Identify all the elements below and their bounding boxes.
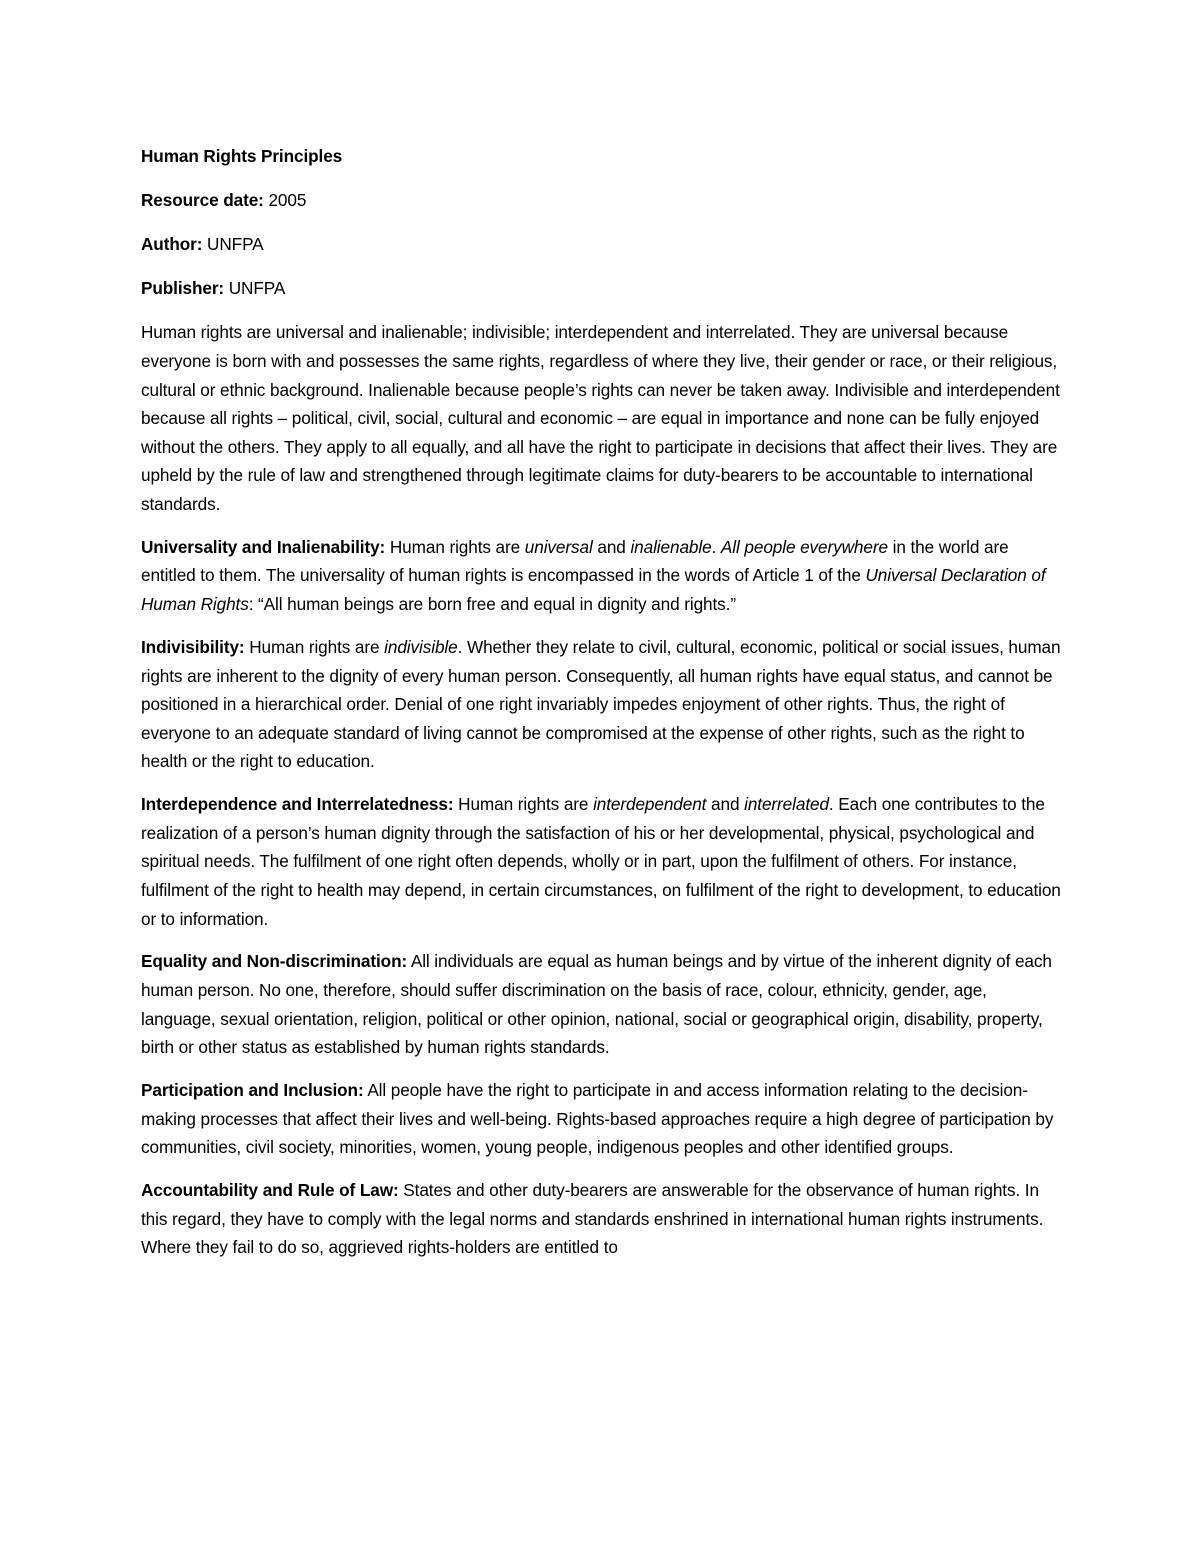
interdependence-text-2: and [711,794,740,815]
universality-heading: Universality and Inalienability: [141,536,386,557]
publisher-value: UNFPA [228,278,286,299]
indivisibility-text-1: Human rights are [249,636,380,657]
resource-date-label: Resource date: [141,190,264,211]
universality-italic-4: Universal Declaration of Human Rights [141,565,1046,615]
publisher-line [141,274,1066,303]
document-title: Human Rights Principles [141,146,343,166]
interdependence-italic-1: interdependent [593,794,707,815]
publisher-label: Publisher: [141,278,225,299]
accountability-paragraph [141,1176,1066,1262]
author-value: UNFPA [207,234,264,255]
resource-date-line [141,186,1066,215]
universality-italic-1: universal [524,536,593,557]
indivisibility-heading: Indivisibility: [141,636,245,657]
participation-paragraph [141,1076,1066,1162]
author-line [141,230,1066,259]
universality-text-1: Human rights are [389,536,521,557]
equality-text: All individuals are equal as human beings and by virtue of the inherent dignity of each human person. No one, therefore, should suffer discrimination on the basis of race, colour, ethnicity, gender, age, language, sexual orientation, religion, political or other opinion, national, social or geographical origin, disability, property, birth or other status as established by human rights standards. [141,951,1052,1058]
author-label: Author: [141,234,203,255]
intro-paragraph: Human rights are universal and inalienable; indivisible; interdependent and interrelated. They are universal because everyone is born with and possesses the same rights, regardless of where they live, their gender or race, or their religious, cultural or ethnic background. Inalienable because people’s rights can never be taken away. Indivisible and interdependent because all rights – political, civil, social, cultural and economic – are equal in importance and none can be fully enjoyed without the others. They apply to all equally, and all have the right to participate in decisions that affect their lives. They are upheld by the rule of law and strengthened through legitimate claims for duty-bearers to be accountable to international standards. [141,322,1060,514]
universality-text-3: . [711,536,717,557]
universality-italic-2: inalienable [630,536,712,557]
universality-text-5: : “All human beings are born free and equal in dignity and rights.” [248,594,736,615]
interdependence-italic-2: interrelated [744,794,829,815]
indivisibility-paragraph [141,633,1066,776]
equality-heading: Equality and Non-discrimination: [141,951,408,972]
interdependence-heading: Interdependence and Interrelatedness: [141,794,454,815]
interdependence-paragraph [141,790,1066,933]
accountability-text: States and other duty-bearers are answerable for the observance of human rights. In this regard, they have to comply with the legal norms and standards enshrined in international human rights instruments. Where they fail to do so, aggrieved rights-holders are entitled to [141,1180,1044,1258]
accountability-heading: Accountability and Rule of Law: [141,1180,399,1201]
document-body [141,142,1066,1276]
participation-heading: Participation and Inclusion: [141,1080,364,1101]
resource-date-value: 2005 [268,190,307,211]
universality-text-2: and [597,536,626,557]
equality-paragraph [141,947,1066,1061]
interdependence-text-3: . Each one contributes to the realization of a person’s human dignity through the satisfaction of his or her developmental, physical, psychological and spiritual needs. The fulfilment of one right often depends, wholly or in part, upon the fulfilment of others. For instance, fulfilment of the right to health may depend, in certain circumstances, on fulfilment of the right to development, to education or to information. [141,794,1061,929]
interdependence-text-1: Human rights are [458,794,589,815]
universality-italic-3: All people everywhere [720,536,888,557]
indivisibility-text-2: . Whether they relate to civil, cultural, economic, political or social issues, human rights are inherent to the dignity of every human person. Consequently, all human rights have equal status, and cannot be positioned in a hierarchical order. Denial of one right invariably impedes enjoyment of other rights. Thus, the right of everyone to an adequate standard of living cannot be compromised at the expense of other rights, such as the right to health or the right to education. [141,636,1061,772]
universality-paragraph [141,533,1066,619]
indivisibility-italic-1: indivisible [384,636,458,657]
universality-text-4: in the world are entitled to them. The universality of human rights is encompassed in the words of Article 1 of the [141,536,1009,586]
participation-text: All people have the right to participate in and access information relating to the decision-making processes that affect their lives and well-being. Rights-based approaches require a high degree of participation by communities, civil society, minorities, women, young people, indigenous peoples and other identified groups. [141,1080,1054,1158]
